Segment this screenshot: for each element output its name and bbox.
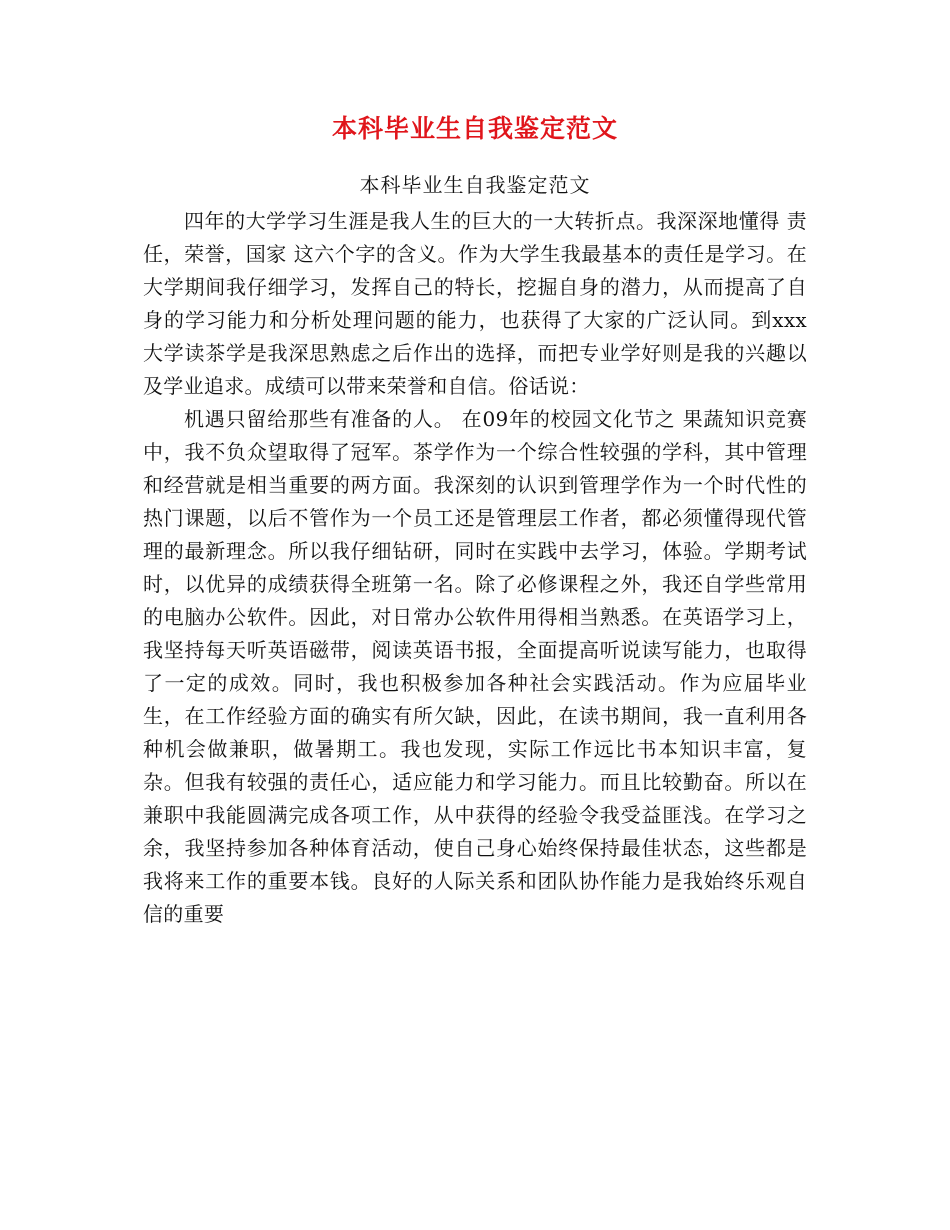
document-body [143,205,807,931]
document-subtitle: 本科毕业生自我鉴定范文 [359,173,591,197]
paragraph-2: 机遇只留给那些有准备的人。 在09年的校园文化节之 果蔬知识竞赛 中，我不负众望取得了冠军。茶学作为一个综合性较强的学科，其中管理和经营就是相当重要的两方面。我深刻的认识到管理学作为一个时代性的热门课题，以后不管作为一个员工还是管理层工作者，都必须懂得现代管理的最新理念。所以我仔细钻研，同时在实践中去学习，体验。学期考试时，以优异的成绩获得全班第一名。除了必修课程之外，我还自学些常用的电脑办公软件。因此，对日常办公软件用得相当熟悉。在英语学习上，我坚持每天听英语磁带，阅读英语书报，全面提高听说读写能力，也取得了一定的成效。同时，我也积极参加各种社会实践活动。作为应届毕业生，在工作经验方面的确实有所欠缺，因此，在读书期间，我一直利用各种机会做兼职，做暑期工。我也发现，实际工作远比书本知识丰富，复杂。但我有较强的责任心，适应能力和学习能力。而且比较勤奋。所以在兼职中我能圆满完成各项工作，从中获得的经验令我受益匪浅。在学习之余，我坚持参加各种体育活动，使自己身心始终保持最佳状态，这些都是我将来工作的重要本钱。良好的人际关系和团队协作能力是我始终乐观自信的重要 [143,407,807,926]
document-title: 本科毕业生自我鉴定范文 [331,114,618,143]
paragraph-1: 四年的大学学习生涯是我人生的巨大的一大转折点。我深深地懂得 责任，荣誉，国家 这六个字的含义。作为大学生我最基本的责任是学习。在大学期间我仔细学习，发挥自己的特长，挖掘自身的潜力，从而提高了自身的学习能力和分析处理问题的能力，也获得了大家的广泛认同。到xxx大学读茶学是我深思熟虑之后作出的选择，而把专业学好则是我的兴趣以及学业追求。成绩可以带来荣誉和自信。俗话说： [143,209,807,398]
